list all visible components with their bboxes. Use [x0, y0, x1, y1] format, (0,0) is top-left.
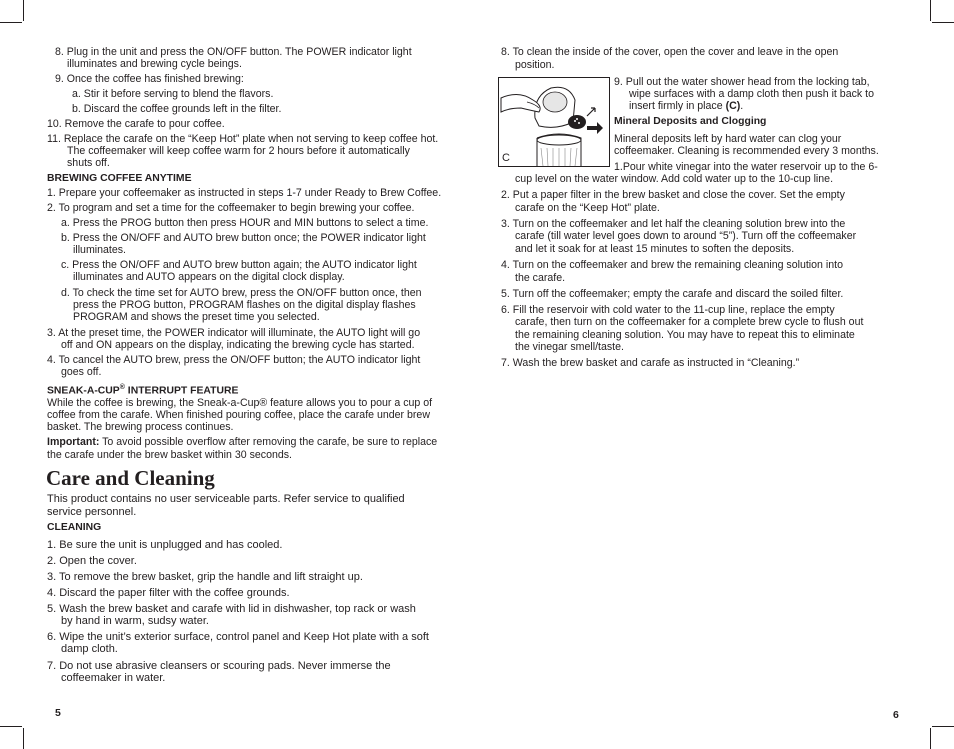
- mineral-step-3: 3. Turn on the coffeemaker and let half the cleaning solution brew into the: [501, 218, 846, 230]
- care-intro-1: This product contains no user serviceable parts. Refer service to qualified: [47, 493, 405, 505]
- mineral-deposits-heading: Mineral Deposits and Clogging: [614, 116, 767, 127]
- clean-step-3: 3. To remove the brew basket, grip the handle and lift straight up.: [47, 571, 363, 583]
- figure-label: C: [502, 152, 510, 164]
- clean-step-1: 1. Be sure the unit is unplugged and has cooled.: [47, 539, 283, 551]
- brew-step-3: 3. At the preset time, the POWER indicator will illuminate, the AUTO light will go: [47, 327, 421, 339]
- brew-step-2b-cont: illuminates.: [73, 244, 126, 256]
- right-step-9: 9. Pull out the water shower head from the locking tab,: [614, 76, 870, 88]
- cleaning-heading: CLEANING: [47, 522, 102, 533]
- sneak-a-cup-heading: SNEAK-A-CUP® INTERRUPT FEATURE: [47, 384, 239, 397]
- mineral-step-7: 7. Wash the brew basket and carafe as instructed in “Cleaning.”: [501, 357, 800, 369]
- sneak-text-2: coffee from the carafe. When finished pouring coffee, place the carafe under brew: [47, 409, 430, 421]
- right-step-8: 8. To clean the inside of the cover, open the cover and leave in the open: [501, 46, 839, 58]
- right-step-9-cont2: insert firmly in place (C).: [629, 100, 744, 112]
- care-intro-2: service personnel.: [47, 506, 137, 518]
- step-11-cont: The coffeemaker will keep coffee warm for 2 hours before it automatically: [67, 145, 410, 157]
- brew-step-2c-cont: illuminates and AUTO appears on the digital clock display.: [73, 271, 345, 283]
- clean-step-7-cont: coffeemaker in water.: [61, 672, 166, 684]
- mineral-step-6-cont: carafe, then turn on the coffeemaker for a complete brew cycle to flush out: [515, 316, 864, 328]
- right-step-9-cont: wipe surfaces with a damp cloth then push it back to: [629, 88, 874, 100]
- mineral-step-3-cont2: and let it soak for at least 15 minutes to soften the deposits.: [515, 243, 795, 255]
- brew-step-2d-cont: press the PROG button, PROGRAM flashes on the digital display flashes: [73, 299, 416, 311]
- right-step-8-cont: position.: [515, 59, 555, 71]
- clean-step-6-cont: damp cloth.: [61, 643, 118, 655]
- clean-step-5-cont: by hand in warm, sudsy water.: [61, 615, 209, 627]
- clean-step-6: 6. Wipe the unit’s exterior surface, control panel and Keep Hot plate with a soft: [47, 631, 429, 643]
- crop-mark: [930, 0, 931, 21]
- page-number-left: 5: [55, 707, 61, 719]
- mineral-step-1: 1.Pour white vinegar into the water reservoir up to the 6-: [614, 161, 878, 173]
- crop-mark: [0, 22, 22, 23]
- step-11: 11. Replace the carafe on the “Keep Hot” plate when not serving to keep coffee hot.: [47, 133, 439, 145]
- page-number-right: 6: [893, 709, 899, 721]
- brew-step-1: 1. Prepare your coffeemaker as instructed in steps 1-7 under Ready to Brew Coffee.: [47, 187, 442, 199]
- clean-step-2: 2. Open the cover.: [47, 555, 137, 567]
- crop-mark: [932, 22, 954, 23]
- step-9-line: 9. Once the coffee has finished brewing:: [55, 73, 244, 85]
- brew-step-2b: b. Press the ON/OFF and AUTO brew button once; the POWER indicator light: [61, 232, 426, 244]
- brew-step-4: 4. To cancel the AUTO brew, press the ON/OFF button; the AUTO indicator light: [47, 354, 421, 366]
- crop-mark: [932, 726, 954, 727]
- mineral-step-6: 6. Fill the reservoir with cold water to the 11-cup line, replace the empty: [501, 304, 835, 316]
- important-note-cont: the carafe under the brew basket within 30 seconds.: [47, 449, 292, 461]
- brew-step-3-cont: off and ON appears on the display, indicating the brewing cycle has started.: [61, 339, 415, 351]
- brew-step-2: 2. To program and set a time for the coffeemaker to begin brewing your coffee.: [47, 202, 415, 214]
- crop-mark: [23, 0, 24, 21]
- brew-step-2c: c. Press the ON/OFF and AUTO brew button again; the AUTO indicator light: [61, 259, 417, 271]
- mineral-step-4-cont: the carafe.: [515, 272, 566, 284]
- step-11-cont2: shuts off.: [67, 157, 110, 169]
- mineral-step-2-cont: carafe on the “Keep Hot” plate.: [515, 202, 660, 214]
- clean-step-5: 5. Wash the brew basket and carafe with lid in dishwasher, top rack or wash: [47, 603, 416, 615]
- mineral-step-5: 5. Turn off the coffeemaker; empty the carafe and discard the soiled filter.: [501, 288, 844, 300]
- mineral-step-6-cont2: the remaining cleaning solution. You may have to repeat this to eliminate: [515, 329, 855, 341]
- important-note: Important: To avoid possible overflow after removing the carafe, be sure to replace: [47, 436, 438, 448]
- mineral-step-6-cont3: the vinegar smell/taste.: [515, 341, 624, 353]
- sneak-text-3: basket. The brewing process continues.: [47, 421, 234, 433]
- brewing-anytime-heading: BREWING COFFEE ANYTIME: [47, 173, 192, 184]
- step-8-cont: illuminates and brewing cycle beings.: [67, 58, 242, 70]
- step-10: 10. Remove the carafe to pour coffee.: [47, 118, 225, 130]
- brew-step-2d: d. To check the time set for AUTO brew, press the ON/OFF button once, then: [61, 287, 422, 299]
- crop-mark: [930, 728, 931, 749]
- crop-mark: [23, 728, 24, 749]
- step-8-line: 8. Plug in the unit and press the ON/OFF button. The POWER indicator light: [55, 46, 412, 58]
- brew-step-2a: a. Press the PROG button then press HOUR and MIN buttons to select a time.: [61, 217, 429, 229]
- shower-head-illustration: [499, 78, 609, 166]
- mineral-step-1-cont: cup level on the water window. Add cold water up to the 10-cup line.: [515, 173, 834, 185]
- clean-step-4: 4. Discard the paper filter with the coffee grounds.: [47, 587, 290, 599]
- crop-mark: [0, 726, 22, 727]
- mineral-text-1: Mineral deposits left by hard water can clog your: [614, 133, 842, 145]
- figure-shower-head: [498, 77, 610, 167]
- brew-step-2d-cont2: PROGRAM and shows the preset time you selected.: [73, 311, 320, 323]
- mineral-step-2: 2. Put a paper filter in the brew basket and close the cover. Set the empty: [501, 189, 845, 201]
- mineral-step-3-cont: carafe (till water level goes down to around “5”). Turn off the coffeemaker: [515, 230, 857, 242]
- brew-step-4-cont: goes off.: [61, 366, 102, 378]
- sneak-text-1: While the coffee is brewing, the Sneak-a-Cup® feature allows you to pour a cup of: [47, 397, 433, 409]
- mineral-text-2: coffeemaker. Cleaning is recommended every 3 months.: [614, 145, 879, 157]
- care-and-cleaning-title: Care and Cleaning: [46, 466, 215, 490]
- mineral-step-4: 4. Turn on the coffeemaker and brew the remaining cleaning solution into: [501, 259, 843, 271]
- clean-step-7: 7. Do not use abrasive cleansers or scouring pads. Never immerse the: [47, 660, 391, 672]
- step-9a: a. Stir it before serving to blend the flavors.: [72, 88, 274, 100]
- step-9b: b. Discard the coffee grounds left in the filter.: [72, 103, 282, 115]
